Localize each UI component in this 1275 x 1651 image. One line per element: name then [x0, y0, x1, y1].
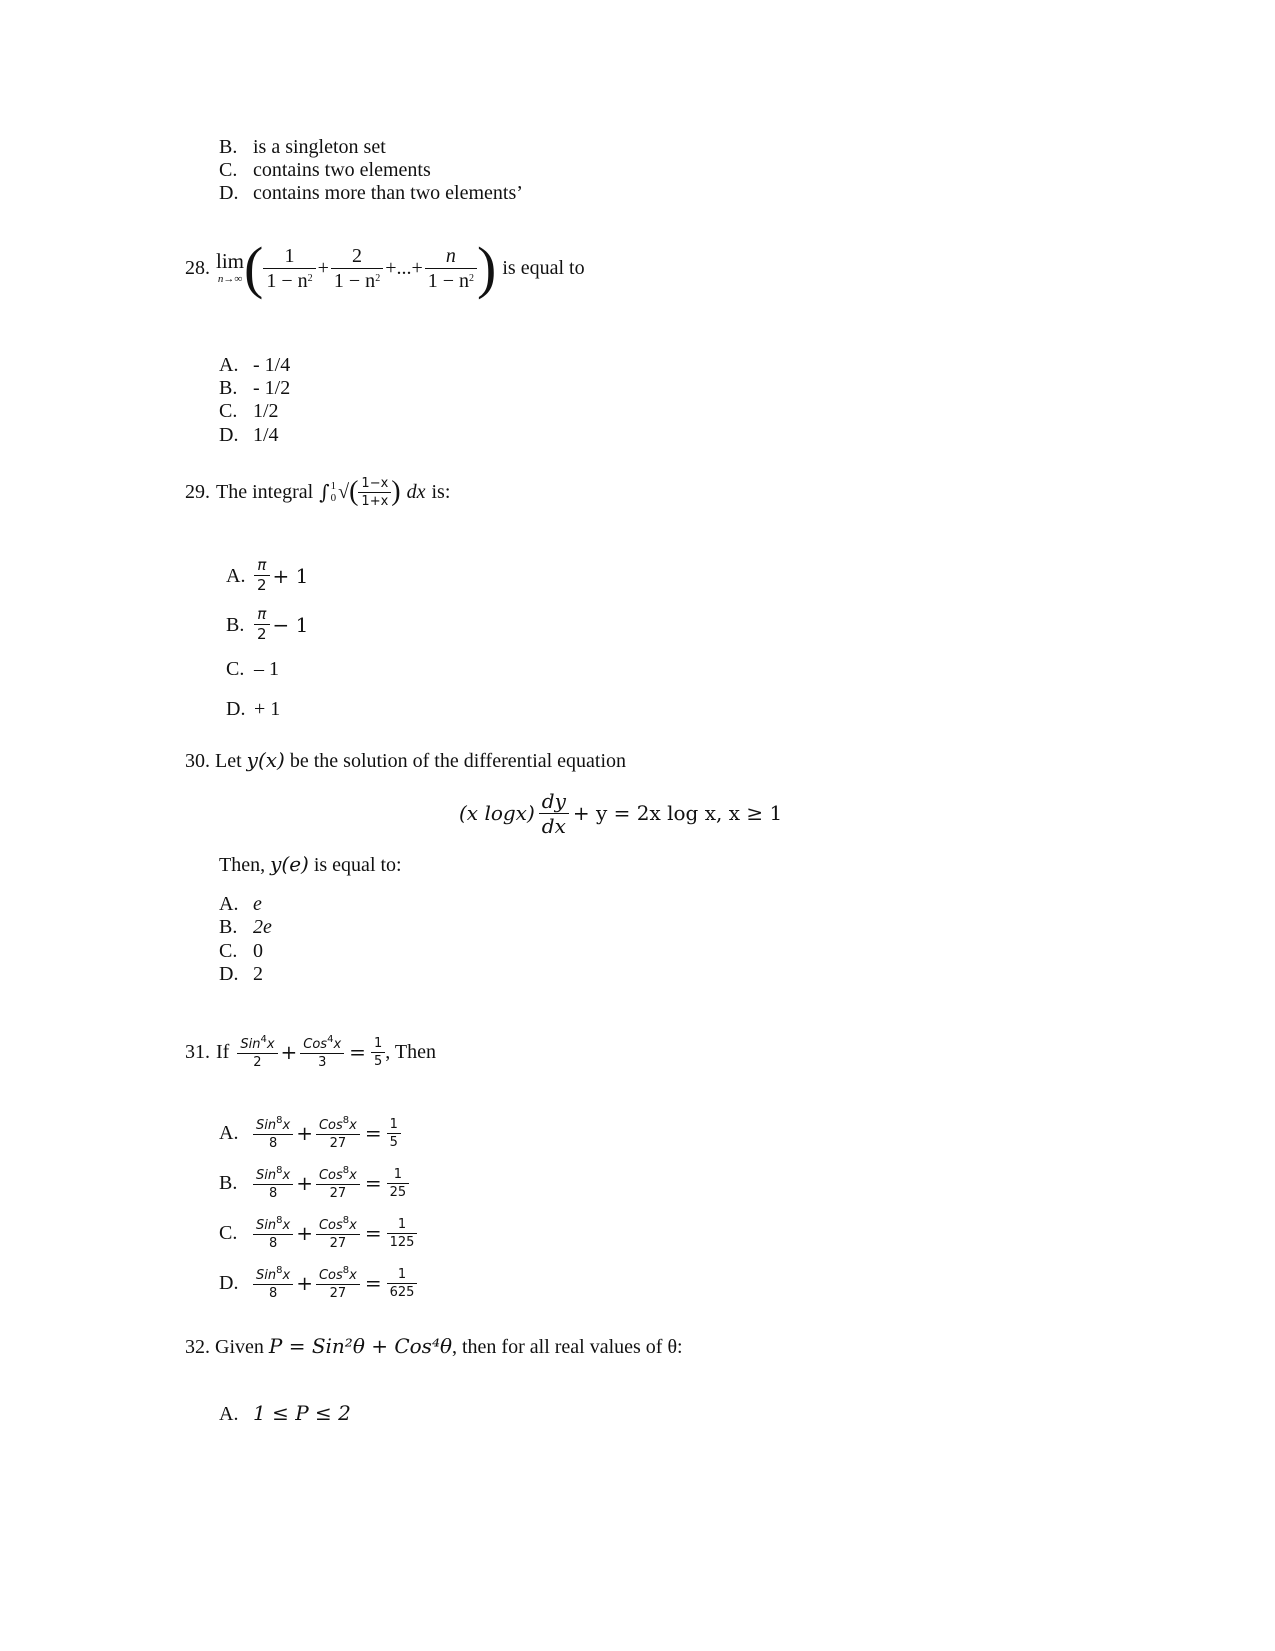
- cos8-over-27: $\frac{Cos^8x}{27}$: [316, 1266, 360, 1300]
- question-30-then: Then, y(e) is equal to:: [219, 852, 402, 876]
- option-q28-d: D. 1/4: [219, 424, 279, 446]
- dy-dx-fraction: $\frac{dy}{dx}$: [539, 791, 569, 836]
- rhs-fraction: $\frac{1}{5}$: [387, 1118, 401, 1149]
- question-28: 28. lim n→∞ ( $\frac{1}{1 - n^2}$ + $\frac{2}{1 - n^2}$ +...+ $\frac{n}{1 - n^2}$ ) is equal to: [185, 235, 585, 300]
- option-q30-c: C. 0: [219, 940, 263, 962]
- question-32: 32. Given P = Sin²θ + Cos⁴θ, then for all real values of θ:: [185, 1334, 683, 1358]
- question-number: 28.: [185, 257, 210, 279]
- option-q27-b: B. is a singleton set: [219, 136, 386, 158]
- cos8-over-27: $\frac{Cos^8x}{27}$: [316, 1166, 360, 1200]
- option-q30-b: B. 2e: [219, 916, 272, 938]
- integral-limits: 1 0: [330, 479, 337, 504]
- question-31: 31. If $\frac{Sin^4x}{2}$ + $\frac{Cos^4x}{3}$ = $\frac{1}{5}$ , Then: [185, 1034, 436, 1070]
- sin8-over-8: $\frac{Sin^8x}{8}$: [253, 1116, 293, 1150]
- question-tail: is equal to: [502, 257, 585, 279]
- option-q30-d: D. 2: [219, 963, 263, 985]
- option-q28-a: A. - 1/4: [219, 354, 291, 376]
- sin8-over-8: $\frac{Sin^8x}{8}$: [253, 1166, 293, 1200]
- left-paren: (: [244, 235, 264, 300]
- option-q29-b: B. $\frac{\pi}{2}$ − 1: [226, 605, 309, 643]
- option-q28-c: C. 1/2: [219, 400, 279, 422]
- cos8-over-27: $\frac{Cos^8x}{27}$: [316, 1216, 360, 1250]
- option-q27-c: C. contains two elements: [219, 159, 431, 181]
- rhs-fraction: $\frac{1}{125}$: [387, 1218, 418, 1249]
- option-q27-d: D. contains more than two elements’: [219, 182, 523, 204]
- question-30: 30. Let y(x) be the solution of the differential equation: [185, 748, 627, 772]
- one-fifth: $\frac{1}{5}$: [371, 1037, 385, 1068]
- pi-over-2: $\frac{\pi}{2}$: [254, 607, 270, 642]
- right-paren: ): [477, 235, 497, 300]
- question-number: 31.: [185, 1041, 210, 1063]
- question-29: 29. The integral ∫ 1 0 √ ( $\frac{1-x}{1+x}$ ) dx is:: [185, 475, 451, 509]
- integral-sign: ∫: [319, 480, 330, 504]
- fraction-2: $\frac{2}{1 - n^2}$: [331, 246, 383, 291]
- option-q30-a: A. e: [219, 893, 262, 915]
- option-q29-c: C. – 1: [226, 658, 279, 680]
- option-q31-d: D. $\frac{Sin^8x}{8}$ + $\frac{Cos^8x}{27}$ = $\frac{1}{625}$: [219, 1261, 417, 1305]
- differential-equation: (x logx) $\frac{dy}{dx}$ + y = 2x log x, x ≥ 1: [459, 788, 783, 838]
- limit-operator: lim n→∞: [216, 249, 245, 285]
- rhs-fraction: $\frac{1}{625}$: [387, 1268, 418, 1299]
- option-q31-b: B. $\frac{Sin^8x}{8}$ + $\frac{Cos^8x}{27}$ = $\frac{1}{25}$: [219, 1161, 409, 1205]
- option-q28-b: B. - 1/2: [219, 377, 291, 399]
- cos4-over-3: $\frac{Cos^4x}{3}$: [300, 1035, 344, 1069]
- fraction-1: $\frac{1}{1 - n^2}$: [263, 246, 315, 291]
- cos8-over-27: $\frac{Cos^8x}{27}$: [316, 1116, 360, 1150]
- rhs-fraction: $\frac{1}{25}$: [387, 1168, 410, 1199]
- sqrt-sign: √: [338, 481, 350, 503]
- question-number: 30.: [185, 750, 210, 772]
- question-number: 29.: [185, 481, 210, 503]
- option-q31-a: A. $\frac{Sin^8x}{8}$ + $\frac{Cos^8x}{27}$ = $\frac{1}{5}$: [219, 1111, 401, 1155]
- option-q29-a: A. $\frac{\pi}{2}$ + 1: [226, 556, 309, 594]
- fraction-3: $\frac{n}{1 - n^2}$: [425, 246, 477, 291]
- pi-over-2: $\frac{\pi}{2}$: [254, 558, 270, 593]
- integrand-fraction: $\frac{1-x}{1+x}$: [358, 477, 391, 508]
- question-number: 32.: [185, 1336, 210, 1358]
- sin8-over-8: $\frac{Sin^8x}{8}$: [253, 1216, 293, 1250]
- sin8-over-8: $\frac{Sin^8x}{8}$: [253, 1266, 293, 1300]
- option-q29-d: D. + 1: [226, 698, 281, 720]
- option-q32-a: A. 1 ≤ P ≤ 2: [219, 1401, 351, 1425]
- sin4-over-2: $\frac{Sin^4x}{2}$: [237, 1035, 277, 1069]
- expression-p: P = Sin²θ + Cos⁴θ: [268, 1334, 452, 1358]
- option-q31-c: C. $\frac{Sin^8x}{8}$ + $\frac{Cos^8x}{27}$ = $\frac{1}{125}$: [219, 1211, 417, 1255]
